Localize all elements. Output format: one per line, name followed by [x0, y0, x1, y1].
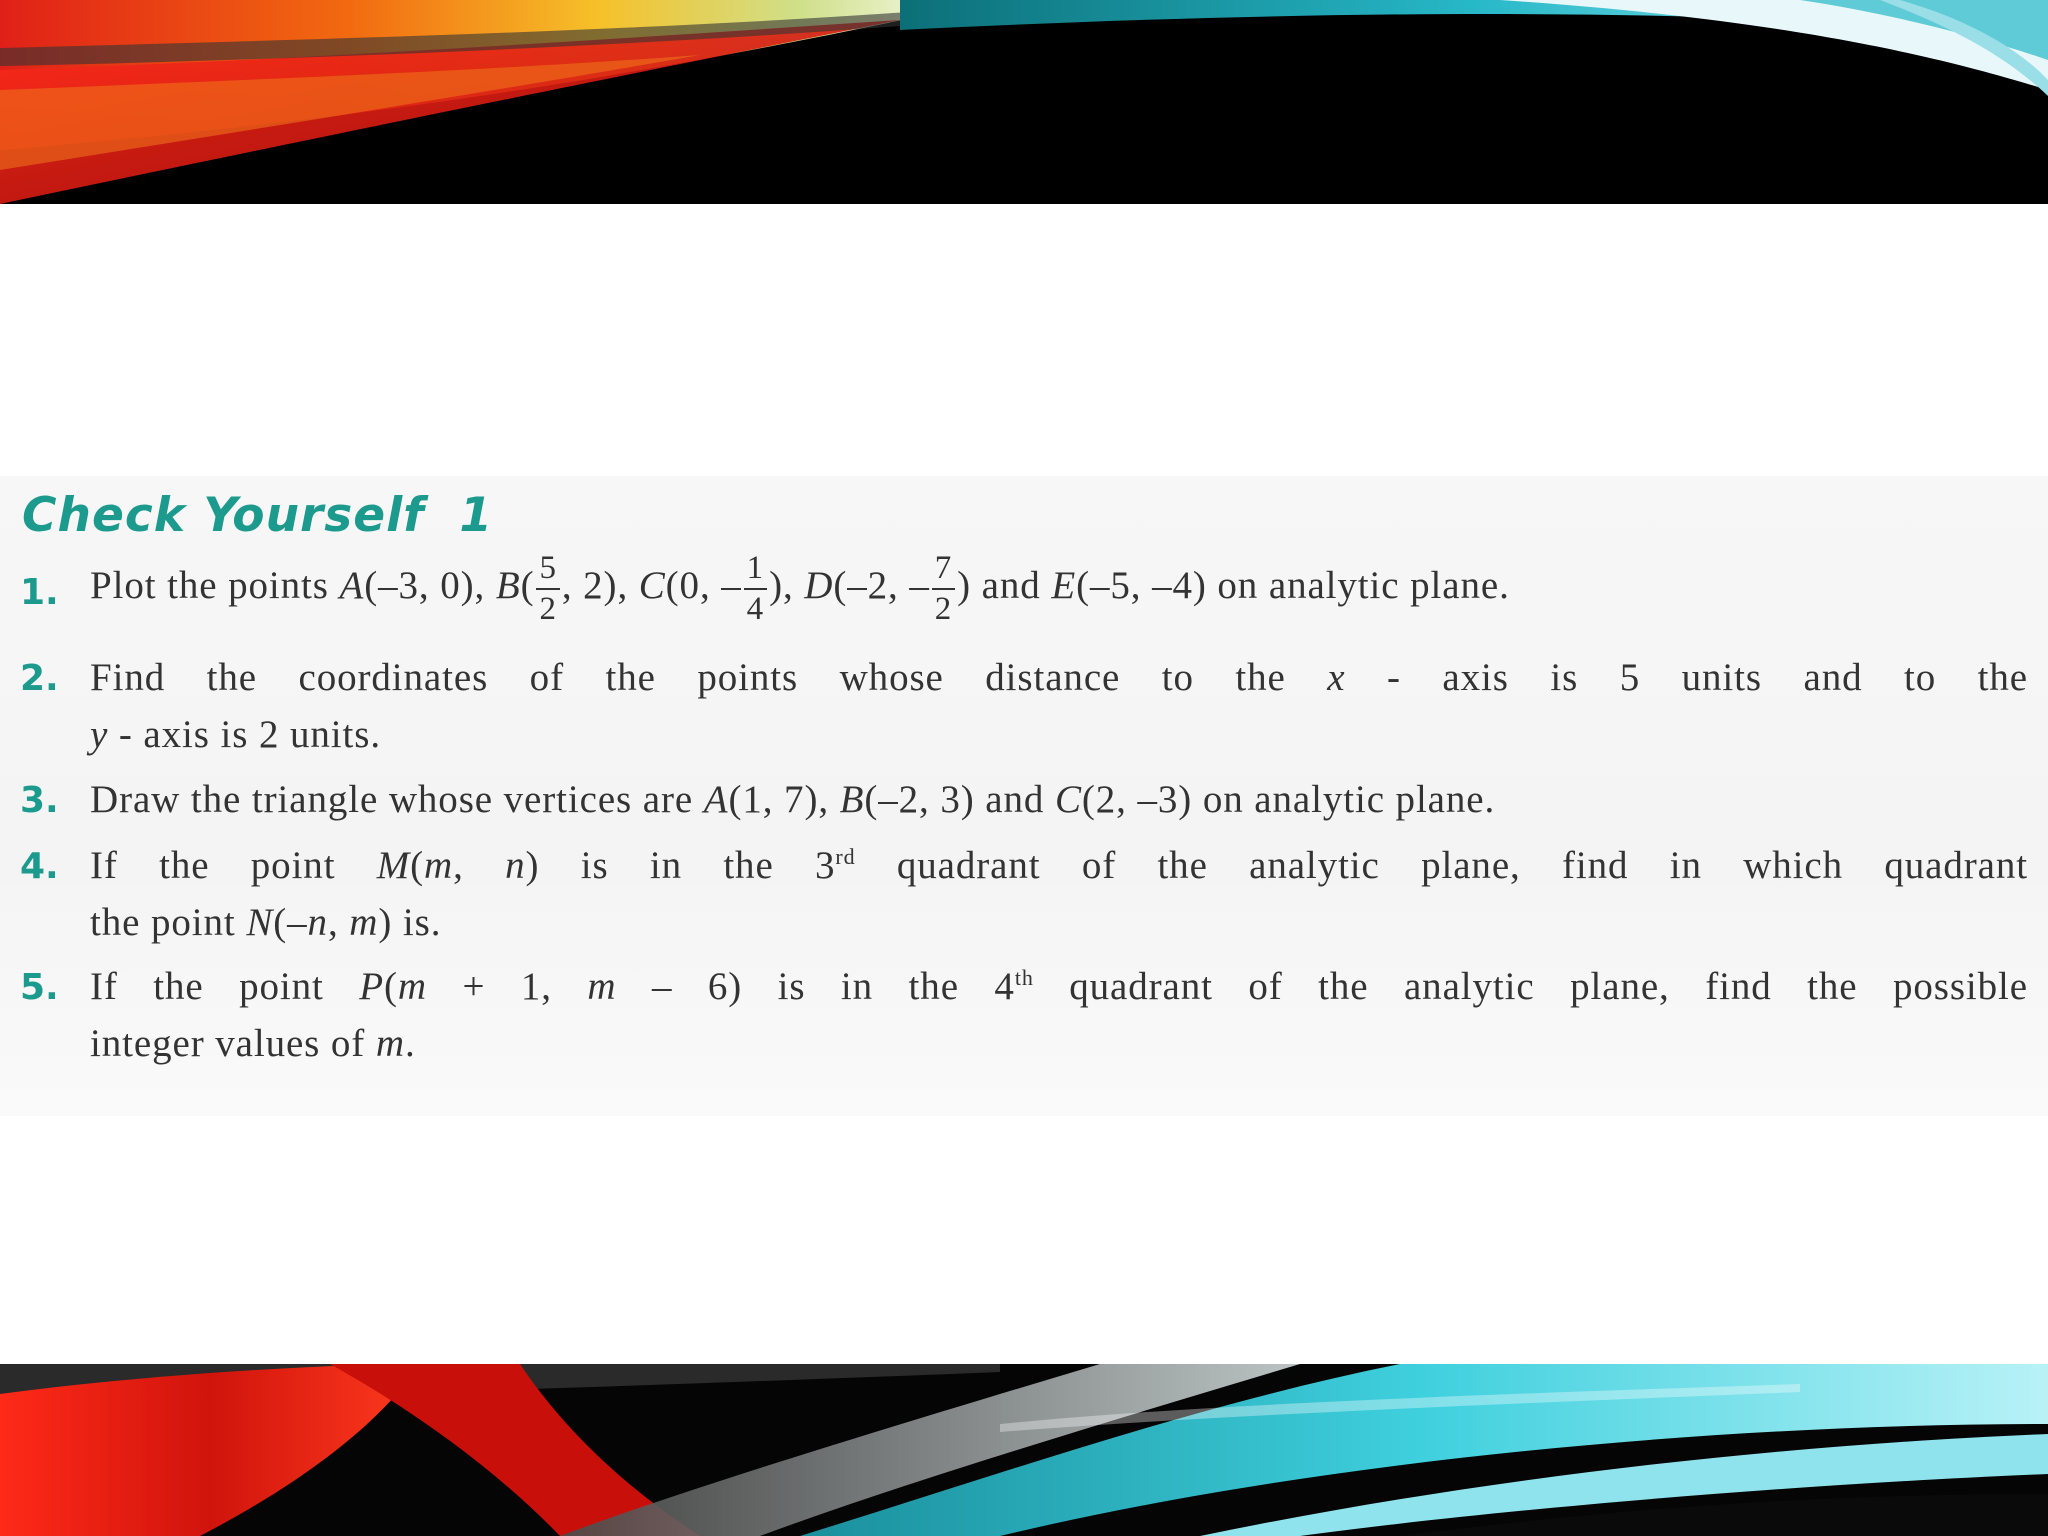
point-label: D	[804, 563, 834, 607]
point-label: P	[359, 965, 384, 1008]
text: ) is in the 3	[525, 844, 836, 887]
text: (–2, –	[833, 563, 930, 607]
item-number: 1.	[20, 572, 59, 613]
variable: m	[397, 965, 427, 1008]
variable: n	[505, 844, 526, 887]
item-4-line-1	[90, 843, 2028, 888]
text: (–2, 3) and	[864, 778, 1055, 821]
point-label: C	[1054, 778, 1082, 821]
text: ) is.	[378, 901, 442, 944]
variable: y	[90, 713, 109, 756]
text: (	[520, 563, 535, 607]
item-number: 2.	[20, 658, 59, 699]
top-band-graphic	[0, 0, 2048, 204]
variable: m	[587, 965, 617, 1008]
numerator: 1	[744, 552, 767, 590]
variable: m	[424, 844, 454, 887]
item-2-line-2	[90, 712, 381, 757]
item-5-line-1	[90, 964, 2028, 1009]
point-label: B	[495, 563, 521, 607]
text: (–5, –4) on analytic plane.	[1076, 563, 1510, 607]
bottom-band-graphic	[0, 1364, 2048, 1536]
numerator: 5	[536, 552, 559, 590]
point-label: E	[1051, 563, 1077, 607]
variable: x	[1327, 656, 1346, 699]
text: - axis is 2 units.	[108, 713, 381, 756]
item-number: 4.	[20, 846, 59, 887]
item-number: 5.	[20, 967, 59, 1008]
text: integer values of	[90, 1022, 376, 1065]
text: ,	[453, 844, 506, 887]
item-3-text	[90, 777, 1495, 822]
point-label: C	[638, 563, 666, 607]
text: (	[410, 844, 425, 887]
text: quadrant of the analytic plane, find the possible	[1033, 965, 2028, 1008]
text: (–3, 0),	[364, 563, 496, 607]
text: , 2),	[561, 563, 639, 607]
text: Find the coordinates of the points whose distance to the	[90, 656, 1328, 699]
text: (2, –3) on analytic plane.	[1081, 778, 1496, 821]
text: If the point	[90, 844, 377, 887]
variable: n	[307, 901, 328, 944]
variable: m	[375, 1022, 405, 1065]
ordinal-suffix: rd	[835, 844, 856, 869]
text: quadrant of the analytic plane, find in which quadrant	[855, 844, 2028, 887]
point-label: A	[703, 778, 729, 821]
item-1-text	[90, 552, 1510, 626]
ordinal-suffix: th	[1014, 965, 1034, 990]
fraction	[932, 552, 955, 626]
text: - axis is 5 units and to the	[1345, 656, 2029, 699]
item-2-line-1	[90, 655, 2028, 700]
denominator: 2	[539, 591, 557, 627]
text: If the point	[90, 965, 360, 1008]
point-label: B	[839, 778, 865, 821]
section-title: Check Yourself 1	[22, 488, 494, 543]
text: + 1,	[426, 965, 588, 1008]
fraction	[744, 552, 767, 626]
text: .	[404, 1022, 416, 1065]
denominator: 2	[934, 591, 953, 627]
text: (0, –	[665, 563, 742, 607]
point-label: M	[376, 844, 411, 887]
point-label: A	[339, 563, 365, 607]
text: – 6) is in the 4	[616, 965, 1015, 1008]
text: ,	[327, 901, 350, 944]
text: (–	[273, 901, 308, 944]
numerator: 7	[932, 552, 955, 590]
text: Plot the points	[90, 563, 340, 607]
denominator: 4	[746, 591, 765, 627]
fraction	[536, 552, 559, 626]
text: ) and	[957, 563, 1052, 607]
text: (	[384, 965, 398, 1008]
text: (1, 7),	[728, 778, 840, 821]
text: the point	[90, 901, 247, 944]
item-4-line-2	[90, 900, 441, 945]
point-label: N	[246, 901, 274, 944]
item-number: 3.	[20, 780, 59, 821]
text: ),	[769, 563, 805, 607]
top-decorative-band	[0, 0, 2048, 204]
bottom-decorative-band	[0, 1364, 2048, 1536]
text: Draw the triangle whose vertices are	[90, 778, 704, 821]
variable: m	[349, 901, 379, 944]
item-5-line-2	[90, 1021, 416, 1066]
